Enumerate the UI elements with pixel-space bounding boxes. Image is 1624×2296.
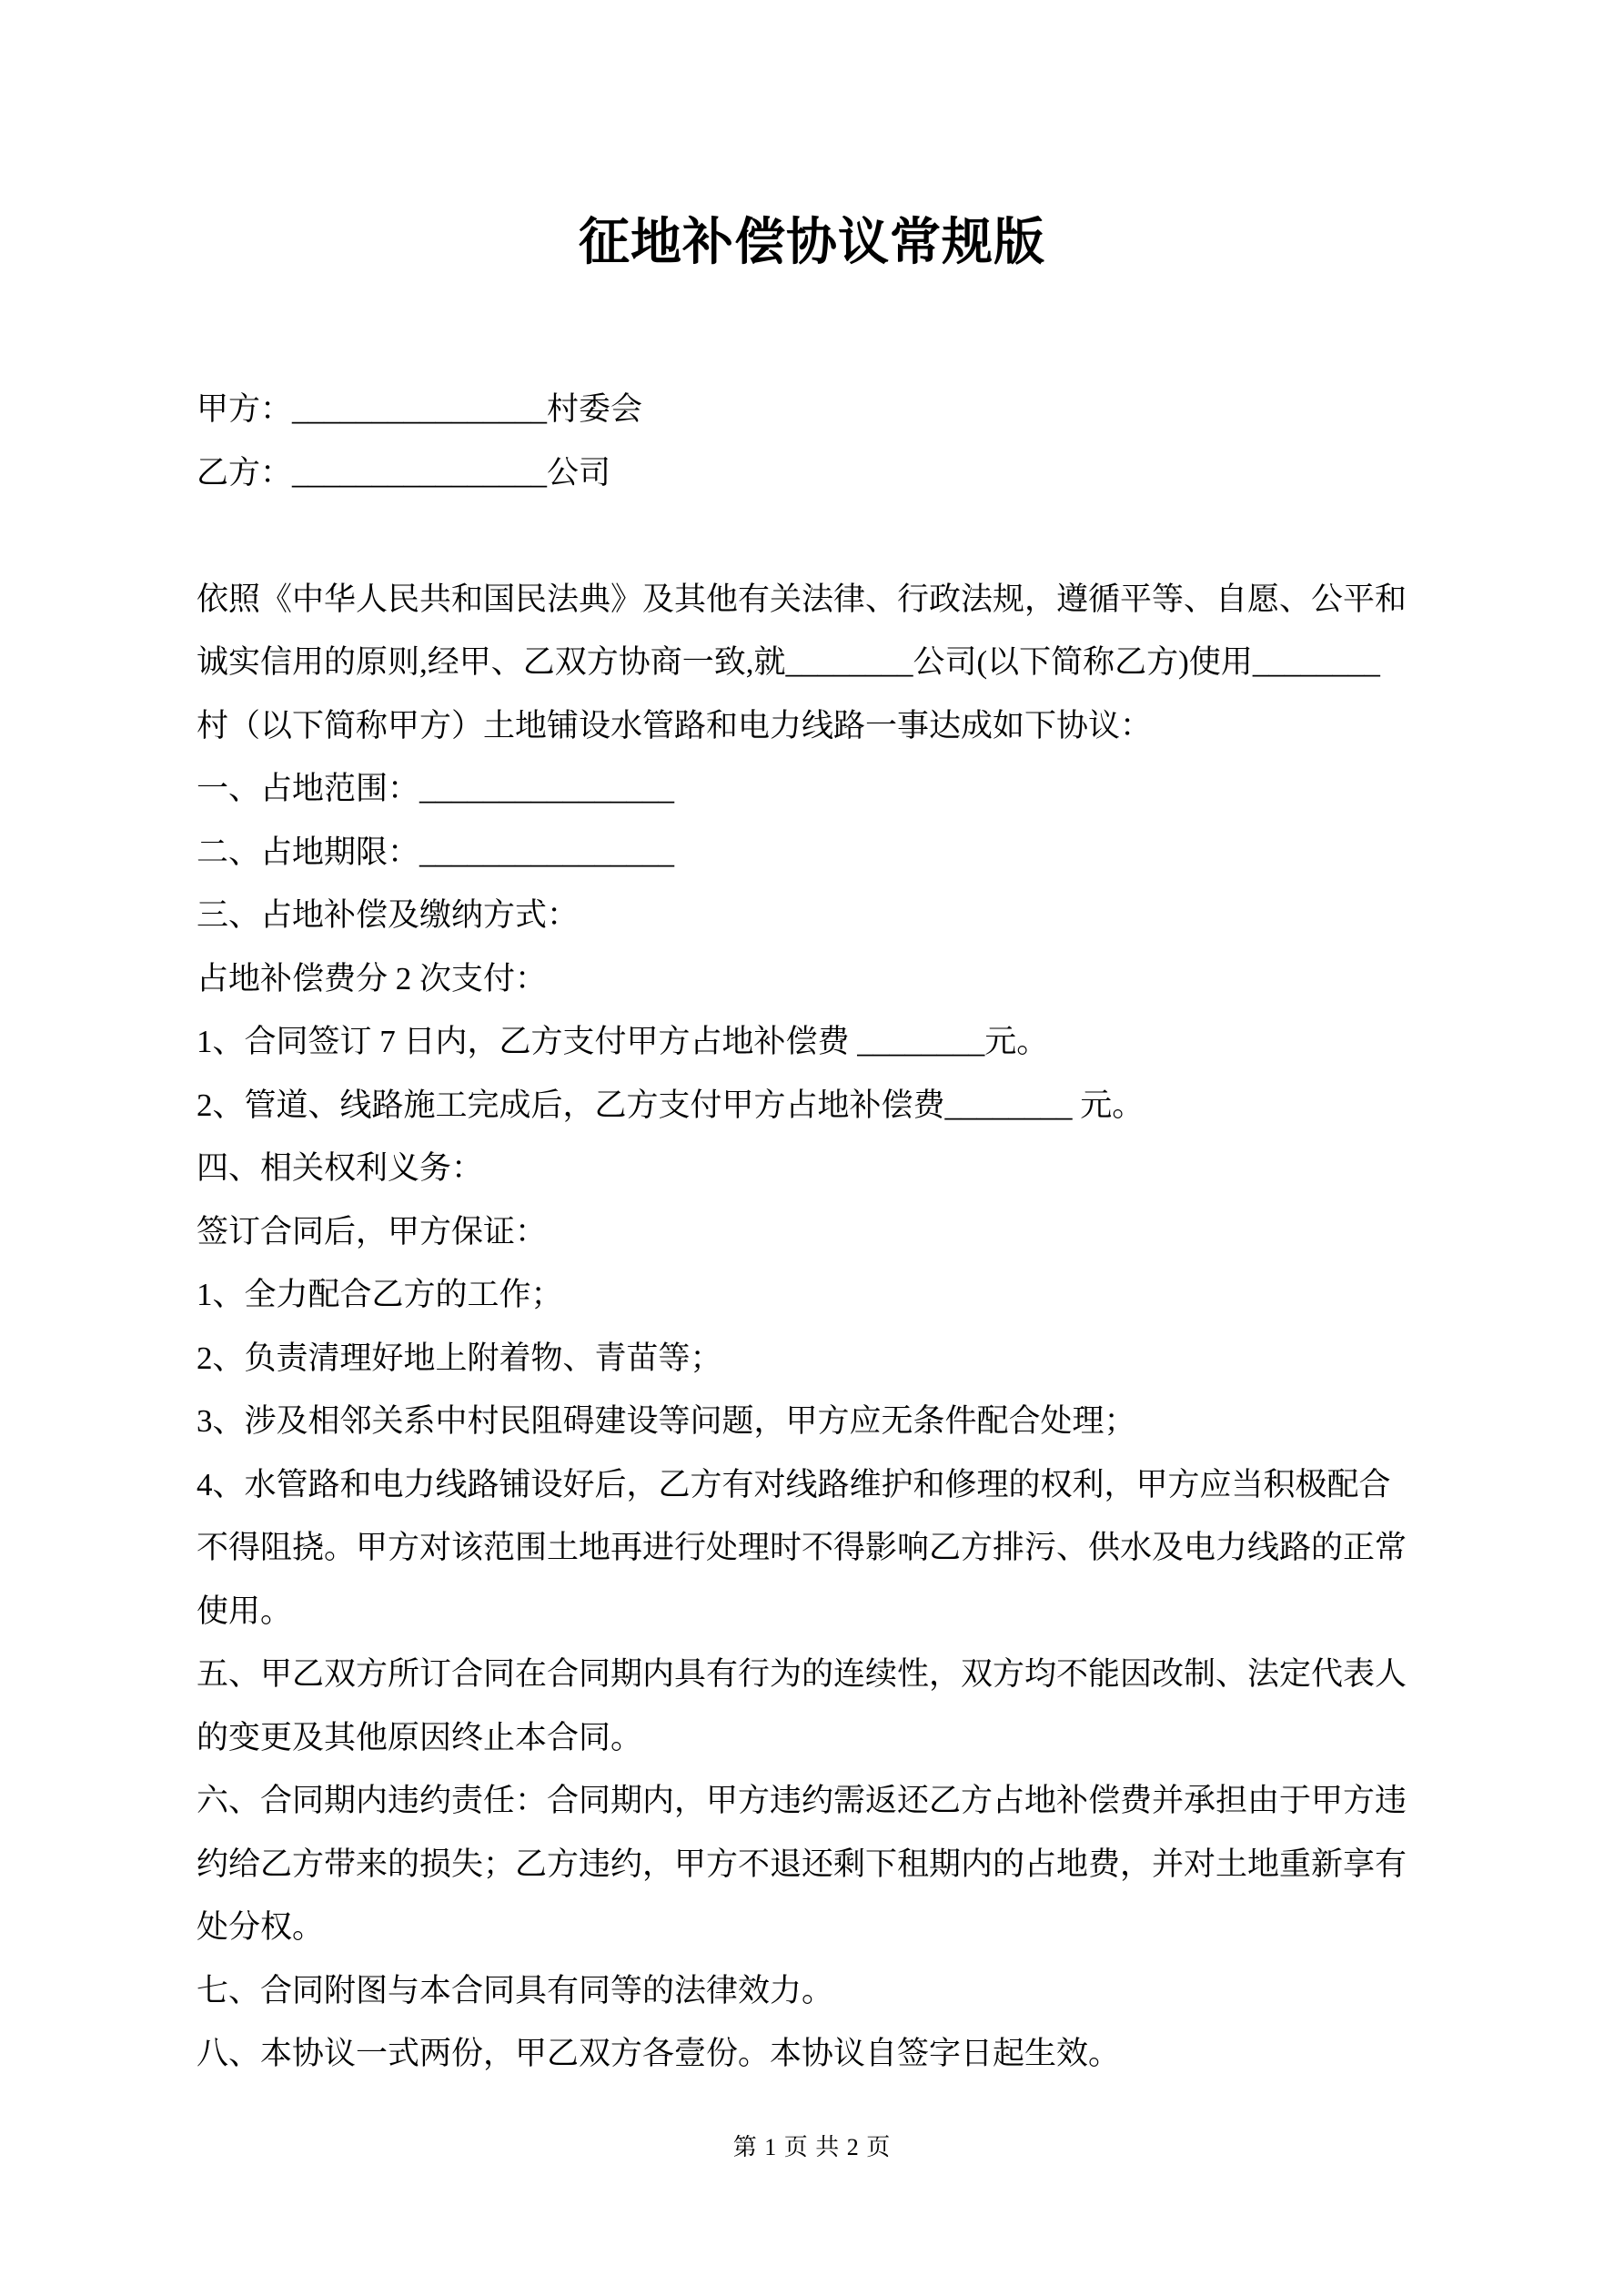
document-line: 使用。 <box>197 1593 293 1629</box>
document-line: 村（以下简称甲方）土地铺设水管路和电力线路一事达成如下协议： <box>197 707 1153 743</box>
document-line: 约给乙方带来的损失；乙方违约，甲方不退还剩下租期内的占地费，并对土地重新享有 <box>197 1846 1407 1882</box>
document-line <box>197 504 1434 568</box>
document-line: 八、本协议一式两份，甲乙双方各壹份。本协议自签字日起生效。 <box>197 2036 1121 2071</box>
document-line: 1、全力配合乙方的工作； <box>197 1277 563 1312</box>
document-line: 七、合同附图与本合同具有同等的法律效力。 <box>197 1972 834 2008</box>
page-footer: 第 1 页 共 2 页 <box>732 2134 892 2160</box>
document-line: 占地补偿费分 2 次支付： <box>197 960 548 996</box>
document-line: 三、占地补偿及缴纳方式： <box>197 897 580 933</box>
document-line: 2、管道、线路施工完成后，乙方支付甲方占地补偿费________ 元。 <box>197 1087 1145 1123</box>
document-line: 二、占地期限：________________ <box>197 834 675 870</box>
document-line: 不得阻挠。甲方对该范围土地再进行处理时不得影响乙方排污、供水及电力线路的正常 <box>197 1530 1407 1565</box>
document-line: 2、负责清理好地上附着物、青苗等； <box>197 1340 722 1376</box>
document-line: 乙方：________________公司 <box>197 454 611 491</box>
document-line: 六、合同期内违约责任：合同期内，甲方违约需返还乙方占地补偿费并承担由于甲方违 <box>197 1783 1407 1818</box>
document-line: 诚实信用的原则,经甲、乙双方协商一致,就________公司(以下简称乙方)使用________ <box>197 644 1380 680</box>
document-line: 4、水管路和电力线路铺设好后，乙方有对线路维护和修理的权利，甲方应当积极配合 <box>197 1466 1391 1502</box>
document-line: 的变更及其他原因终止本合同。 <box>197 1719 643 1755</box>
document-line: 四、相关权利义务： <box>197 1150 484 1186</box>
document-line: 处分权。 <box>197 1909 325 1945</box>
document-line: 签订合同后，甲方保证： <box>197 1213 548 1249</box>
document-lines <box>197 378 1434 2086</box>
document-line: 五、甲乙双方所订合同在合同期内具有行为的连续性，双方均不能因改制、法定代表人 <box>197 1656 1407 1692</box>
page-title: 征地补偿协议常规版 <box>579 215 1045 271</box>
document-line: 依照《中华人民共和国民法典》及其他有关法律、行政法规，遵循平等、自愿、公平和 <box>197 581 1407 617</box>
document-line: 3、涉及相邻关系中村民阻碍建设等问题，甲方应无条件配合处理； <box>197 1403 1136 1439</box>
document-line: 甲方：________________村委会 <box>197 391 643 427</box>
document-line: 一、占地范围：________________ <box>197 771 675 806</box>
document-line: 1、合同签订 7 日内，乙方支付甲方占地补偿费 ________元。 <box>197 1024 1049 1059</box>
